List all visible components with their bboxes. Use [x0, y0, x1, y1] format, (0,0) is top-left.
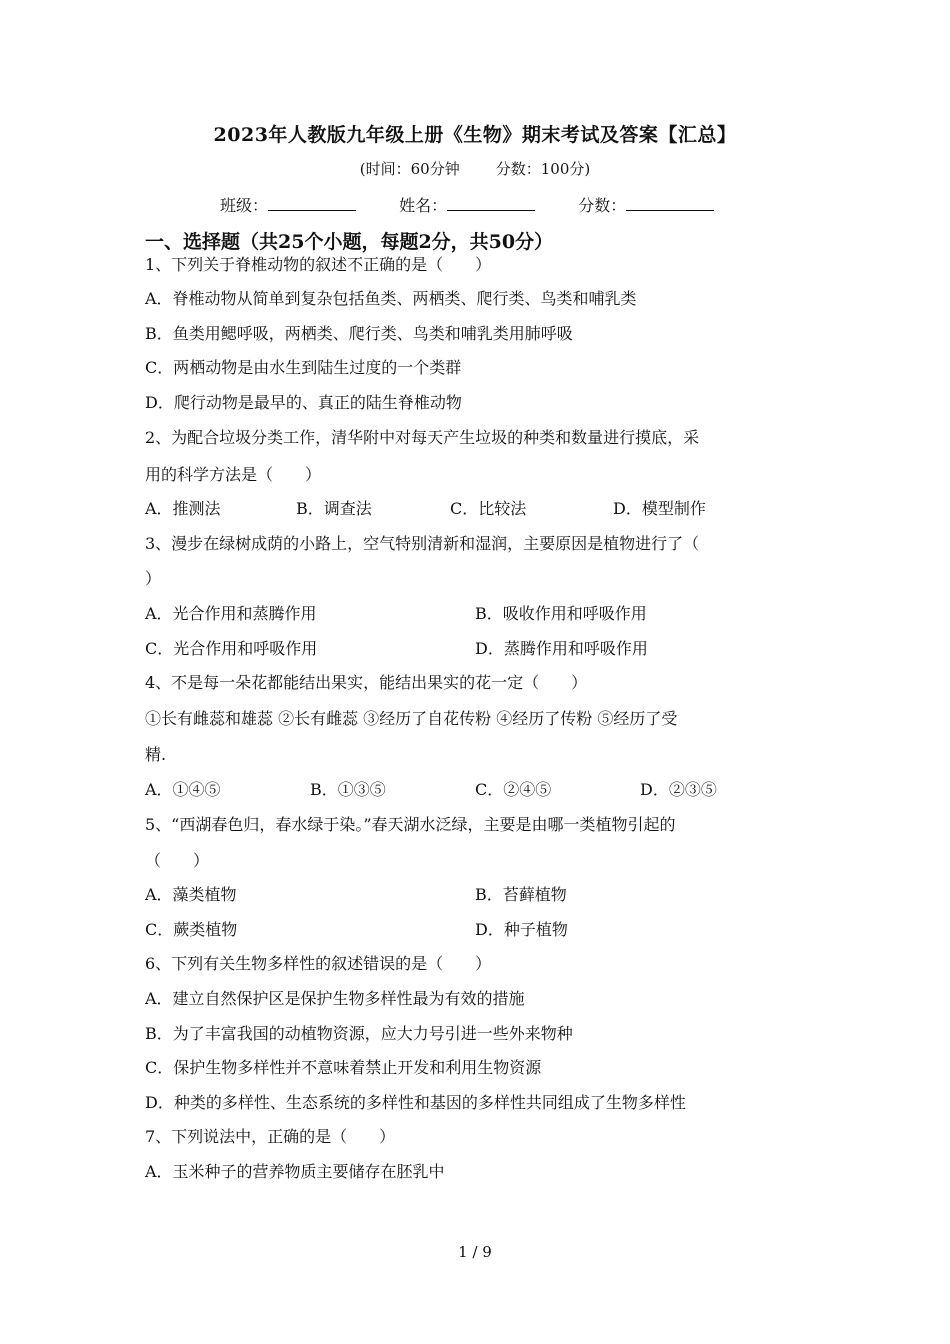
student-info	[220, 193, 752, 216]
score-field	[578, 193, 714, 216]
option-3d: D．蒸腾作用和呼吸作用	[475, 639, 648, 658]
option-1c: C．两栖动物是由水生到陆生过度的一个类群	[145, 358, 462, 377]
class-blank	[268, 196, 356, 211]
option-4b: B．①③⑤	[310, 780, 386, 799]
option-3a: A．光合作用和蒸腾作用	[145, 604, 317, 623]
question-4-line3: 精.	[145, 745, 167, 764]
question-3-line1: 3、漫步在绿树成荫的小路上，空气特别清新和湿润，主要原因是植物进行了（	[145, 534, 700, 553]
score-label: 分数：	[578, 196, 627, 215]
section-heading: 一、选择题（共25个小题，每题2分，共50分）	[145, 231, 554, 253]
class-field	[220, 193, 356, 216]
name-label: 姓名：	[399, 196, 448, 215]
option-2b: B．调查法	[296, 499, 372, 518]
question-2-line1: 2、为配合垃圾分类工作，清华附中对每天产生垃圾的种类和数量进行摸底，采	[145, 428, 700, 447]
option-1a: A．脊椎动物从简单到复杂包括鱼类、两栖类、爬行类、鸟类和哺乳类	[145, 289, 637, 308]
question-7: 7、下列说法中，正确的是（ ）	[145, 1127, 396, 1146]
option-4a: A．①④⑤	[145, 780, 221, 799]
option-3b: B．吸收作用和呼吸作用	[475, 604, 647, 623]
option-5b: B．苔藓植物	[475, 885, 567, 904]
question-4: 4、不是每一朵花都能结出果实，能结出果实的花一定（ ）	[145, 673, 588, 692]
page-title: 2023年人教版九年级上册《生物》期末考试及答案【汇总】	[213, 124, 737, 146]
option-6c: C．保护生物多样性并不意味着禁止开发和利用生物资源	[145, 1058, 542, 1077]
question-5-line2: （ ）	[145, 851, 210, 870]
score-text: 分数：100分)	[495, 160, 591, 178]
option-2d: D．模型制作	[613, 499, 706, 518]
option-5a: A．藻类植物	[145, 885, 237, 904]
class-label: 班级：	[220, 196, 269, 215]
option-6a: A．建立自然保护区是保护生物多样性最为有效的措施	[145, 989, 525, 1008]
score-blank	[626, 196, 714, 211]
option-1d: D．爬行动物是最早的、真正的陆生脊椎动物	[145, 393, 462, 412]
question-3-line2: ）	[145, 569, 162, 588]
option-7a: A．玉米种子的营养物质主要储存在胚乳中	[145, 1162, 445, 1181]
name-field	[399, 193, 535, 216]
option-1b: B．鱼类用鳃呼吸，两栖类、爬行类、鸟类和哺乳类用肺呼吸	[145, 324, 573, 343]
option-5d: D．种子植物	[475, 920, 568, 939]
question-2-line2: 用的科学方法是（ ）	[145, 465, 322, 484]
exam-meta	[0, 158, 950, 179]
question-4-line2: ①长有雌蕊和雄蕊 ②长有雌蕊 ③经历了自花传粉 ④经历了传粉 ⑤经历了受	[145, 709, 678, 728]
option-4d: D．②③⑤	[640, 780, 717, 799]
page-number: 1 / 9	[458, 1243, 492, 1261]
question-1: 1、下列关于脊椎动物的叙述不正确的是（ ）	[145, 255, 492, 274]
time-text: (时间：60分钟	[359, 160, 460, 178]
option-5c: C．蕨类植物	[145, 920, 238, 939]
question-6: 6、下列有关生物多样性的叙述错误的是（ ）	[145, 954, 492, 973]
question-5-line1: 5、“西湖春色归，春水绿于染。”春天湖水泛绿，主要是由哪一类植物引起的	[145, 815, 676, 834]
option-4c: C．②④⑤	[475, 780, 552, 799]
option-2c: C．比较法	[450, 499, 527, 518]
option-6b: B．为了丰富我国的动植物资源，应大力号引进一些外来物种	[145, 1024, 573, 1043]
option-6d: D．种类的多样性、生态系统的多样性和基因的多样性共同组成了生物多样性	[145, 1093, 686, 1112]
name-blank	[447, 196, 535, 211]
option-3c: C．光合作用和呼吸作用	[145, 639, 318, 658]
option-2a: A．推测法	[145, 499, 221, 518]
